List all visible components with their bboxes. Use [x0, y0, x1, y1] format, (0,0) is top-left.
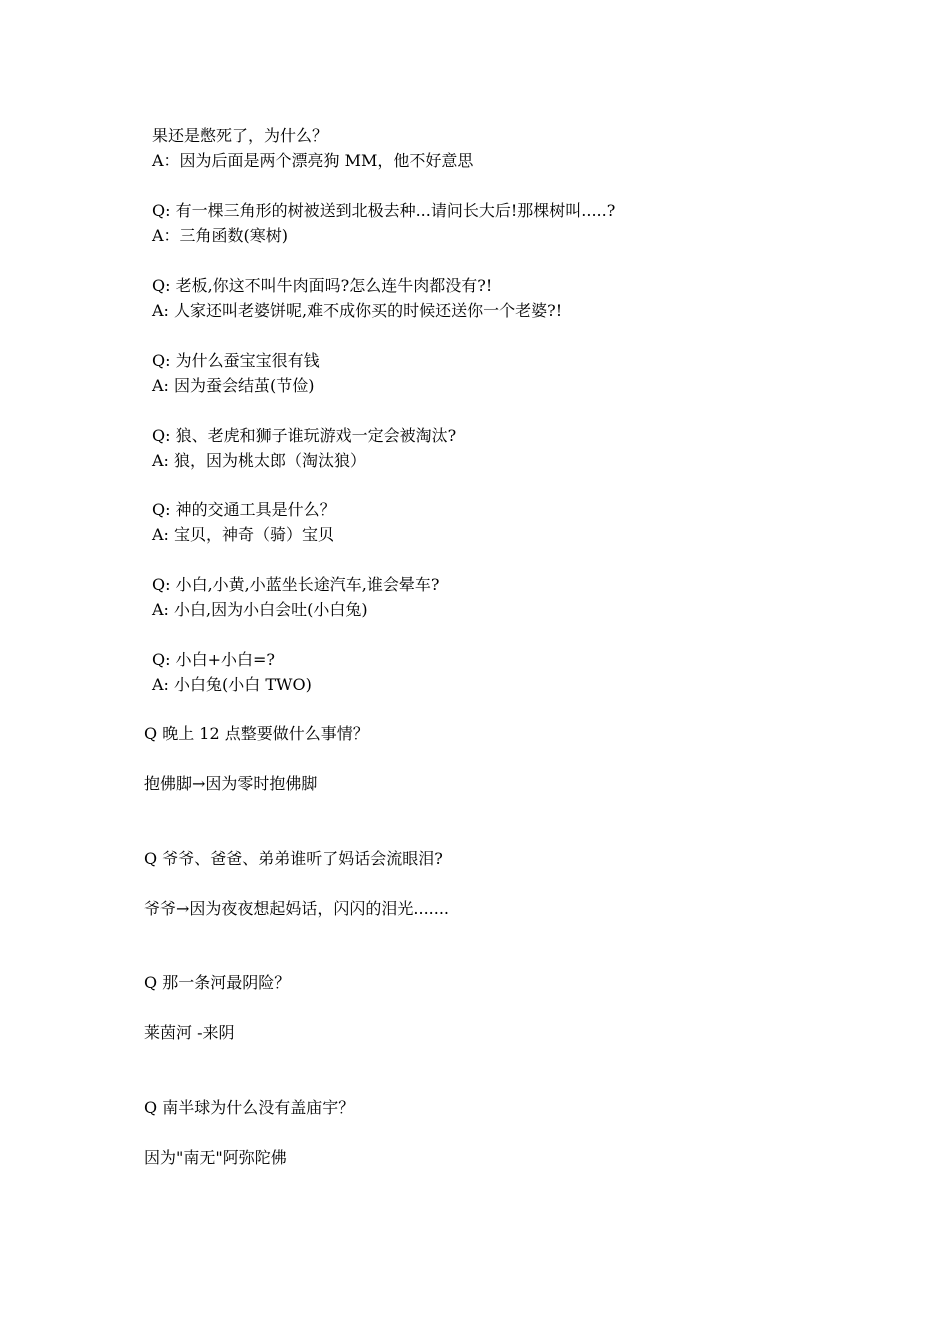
- text-line: Q 那一条河最阴险？: [144, 973, 291, 992]
- text-line: Q: 小白,小黄,小蓝坐长途汽车,谁会晕车?: [152, 575, 440, 594]
- text-line: Q: 有一棵三角形的树被送到北极去种...请问长大后!那棵树叫.....?: [152, 201, 616, 220]
- text-line: 果还是憋死了，为什么？: [152, 126, 329, 145]
- text-line: A: 人家还叫老婆饼呢,难不成你买的时候还送你一个老婆?!: [152, 301, 563, 320]
- text-line: A: 狼，因为桃太郎（淘汰狼）: [152, 451, 367, 470]
- text-line: A: 宝贝，神奇（骑）宝贝: [152, 525, 335, 544]
- text-line: Q: 小白+小白=?: [152, 650, 275, 669]
- text-line: A: 小白兔(小白 TWO): [152, 675, 312, 694]
- text-line: Q 爷爷、爸爸、弟弟谁听了妈话会流眼泪?: [144, 849, 443, 868]
- text-line: 抱佛脚→因为零时抱佛脚: [144, 774, 318, 793]
- text-line: Q 南半球为什么没有盖庙宇？: [144, 1098, 355, 1117]
- text-line: Q: 神的交通工具是什么？: [152, 500, 336, 519]
- text-line: 莱茵河 -来阴: [144, 1023, 235, 1042]
- text-line: A: 小白,因为小白会吐(小白兔): [152, 600, 368, 619]
- text-line: Q: 狼、老虎和狮子谁玩游戏一定会被淘汰?: [152, 426, 457, 445]
- text-line: Q 晚上 12 点整要做什么事情？: [144, 724, 369, 743]
- text-line: 爷爷→因为夜夜想起妈话，闪闪的泪光.......: [144, 899, 450, 918]
- text-line: A：三角函数(寒树): [152, 226, 289, 245]
- text-line: A：因为后面是两个漂亮狗 MM，他不好意思: [152, 151, 474, 170]
- text-line: A: 因为蚕会结茧(节俭): [152, 376, 315, 395]
- text-line: 因为"南无"阿弥陀佛: [144, 1148, 287, 1167]
- text-line: Q: 为什么蚕宝宝很有钱: [152, 351, 320, 370]
- text-line: Q: 老板,你这不叫牛肉面吗?怎么连牛肉都没有?!: [152, 276, 493, 295]
